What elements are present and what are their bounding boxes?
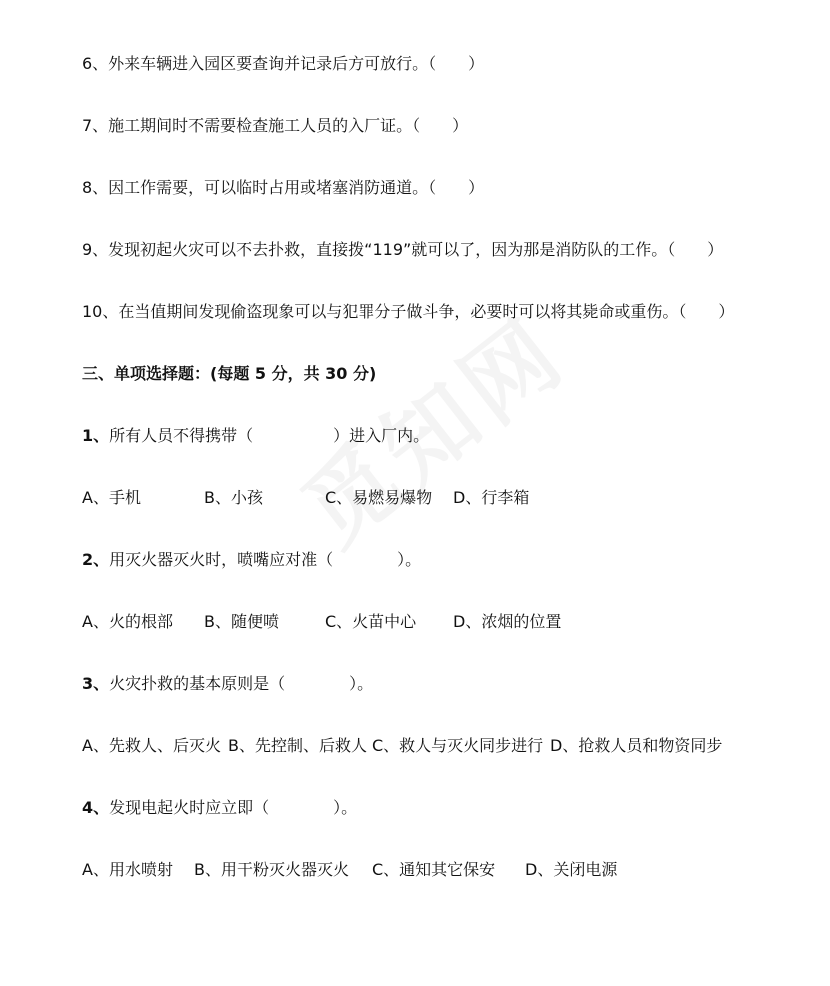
option-c: C、通知其它保安 bbox=[372, 860, 496, 879]
question-number: 2、 bbox=[82, 550, 110, 569]
question-1 bbox=[82, 426, 429, 446]
option-b: B、用干粉灭火器灭火 bbox=[194, 860, 349, 879]
question-3 bbox=[82, 674, 373, 694]
question-number: 1、 bbox=[82, 426, 110, 445]
question-text: 火灾扑救的基本原则是（ ）。 bbox=[109, 674, 374, 693]
option-b: B、小孩 bbox=[204, 488, 263, 507]
question-3-options bbox=[82, 736, 782, 756]
option-d: D、关闭电源 bbox=[525, 860, 618, 879]
tf-item-8: 8、因工作需要，可以临时占用或堵塞消防通道。（ ） bbox=[82, 178, 485, 197]
option-a: A、用水喷射 bbox=[82, 860, 173, 879]
option-b: B、随便喷 bbox=[204, 612, 279, 631]
option-d: D、抢救人员和物资同步 bbox=[550, 736, 723, 755]
question-text: 所有人员不得携带（ ）进入厂内。 bbox=[109, 426, 430, 445]
tf-item-7: 7、施工期间时不需要检查施工人员的入厂证。（ ） bbox=[82, 116, 469, 135]
tf-item-10: 10、在当值期间发现偷盗现象可以与犯罪分子做斗争，必要时可以将其毙命或重伤。（ ） bbox=[82, 302, 735, 321]
question-2-options bbox=[82, 612, 782, 632]
option-c: C、火苗中心 bbox=[325, 612, 417, 631]
question-text: 发现电起火时应立即（ ）。 bbox=[109, 798, 358, 817]
tf-item-9: 9、发现初起火灾可以不去扑救，直接拨“119”就可以了，因为那是消防队的工作。（ ） bbox=[82, 240, 724, 259]
question-text: 用灭火器灭火时，喷嘴应对准（ ）。 bbox=[109, 550, 422, 569]
option-a: A、先救人、后灭火 bbox=[82, 736, 221, 755]
question-number: 3、 bbox=[82, 674, 110, 693]
tf-item-6: 6、外来车辆进入园区要查询并记录后方可放行。（ ） bbox=[82, 54, 485, 73]
question-number: 4、 bbox=[82, 798, 110, 817]
option-c: C、易燃易爆物 bbox=[325, 488, 433, 507]
option-d: D、浓烟的位置 bbox=[453, 612, 562, 631]
option-d: D、行李箱 bbox=[453, 488, 530, 507]
section-title: 三、单项选择题：(每题 5 分，共 30 分) bbox=[82, 364, 377, 383]
question-2 bbox=[82, 550, 421, 570]
option-c: C、救人与灭火同步进行 bbox=[372, 736, 544, 755]
question-4 bbox=[82, 798, 357, 818]
question-1-options bbox=[82, 488, 782, 508]
question-4-options bbox=[82, 860, 782, 880]
option-a: A、手机 bbox=[82, 488, 141, 507]
option-b: B、先控制、后救人 bbox=[228, 736, 367, 755]
option-a: A、火的根部 bbox=[82, 612, 173, 631]
